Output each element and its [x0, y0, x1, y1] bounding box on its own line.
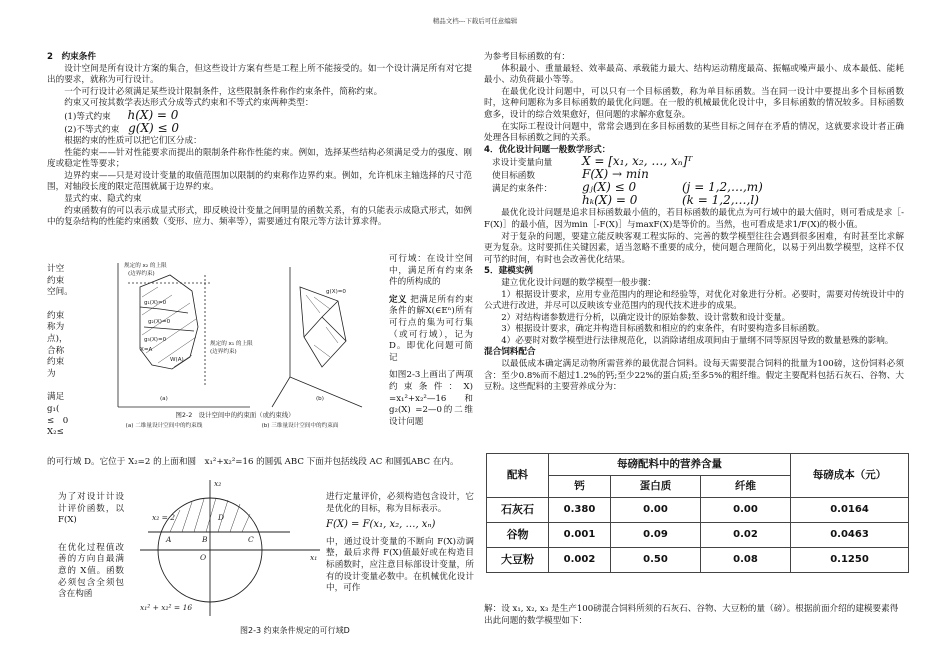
subfigure-a-mark: (a)	[160, 396, 168, 402]
table-header: 每磅成本（元）	[791, 454, 909, 498]
figure-label: (边界约束)	[210, 349, 237, 355]
figure-label: g(X)=0	[326, 289, 346, 295]
left-column	[47, 52, 472, 229]
equation: F(X) → min	[582, 167, 649, 182]
paragraph: 2）对结构诸参数进行分析，以确定设计的原始参数、设计常数和设计变量。	[501, 312, 791, 323]
objective-function: F(X) = F(x₁, x₂, …, xₙ)	[326, 519, 436, 531]
table-row: 大豆粉 0.002 0.50 0.08 0.1250	[487, 548, 909, 573]
figure-caption: 图2-2 设计空间中的约束面（或约束线）	[175, 411, 295, 419]
table-row: 石灰石 0.380 0.00 0.00 0.0164	[487, 498, 909, 523]
paragraph: 解：设 x₁, x₂, x₃ 是生产100磅混合饲料所须的石灰石、谷物、大豆粉的量（磅）。根据前面介绍的建模要素得出此问题的数学模型如下：	[484, 604, 899, 626]
table-header: 配料	[487, 454, 549, 498]
figure-label: 规定的 x₂ 的上限	[124, 263, 167, 269]
right-column	[484, 52, 904, 394]
figure-label: g₂(X)=0	[148, 319, 171, 325]
paragraph: 的可行域 D。它位于 X₂=2 的上面和圆 x₁²+x₂²=16 的圆弧 ABC 下面并包括线段 AC 和圆弧ABC 在内。	[47, 457, 459, 467]
paragraph: 显式约束、隐式约束	[64, 193, 142, 204]
figure-label: g₁(X)=0	[144, 300, 167, 306]
equation: g(X) ≤ 0	[128, 120, 179, 135]
paragraph: 在实际工程设计问题中，常常会遇到在多目标函数的某些目标之间存在矛盾的情况，这就要求设计者正确处理各目标函数之间的关系。	[484, 121, 904, 144]
feasible-region-figure	[130, 476, 326, 626]
paragraph: 4）必要时对数学模型进行法律规范化，以消除诸组成项间由于量纲不同等原因导致的数量悬殊的影响。	[501, 335, 894, 346]
region-label: D	[218, 513, 225, 522]
paragraph: 1）根据设计要求，应用专业范围内的理论和经验等，对优化对象进行分析。必要时，需要对传统设计中的公式进行改进，并尽可以反映该专业范围内的现代技术进步的成果。	[484, 289, 904, 312]
paragraph: 边界约束——只是对设计变量的取值范围加以限制的约束称作边界约束。例如，允许机床主轴选择的尺寸范围，对轴段长度的限定范围就属于边界约束。	[47, 170, 472, 193]
line-label: x₂ = 2	[152, 513, 176, 522]
section-title: 2 约束条件	[47, 52, 96, 62]
paragraph: 约束函数有的可以表示成显式形式，即反映设计变量之间明显的函数关系，有的只能表示成隐式形式，如例中的复杂结构的性能约束函数（变形、应力、频率等），需要通过有限元等方法计算求得。	[47, 205, 472, 228]
table-row: 谷物 0.001 0.09 0.02 0.0463	[487, 523, 909, 548]
paragraph: 设计空间是所有设计方案的集合，但这些设计方案有些是工程上所不能接受的。如一个设计满足所有对它提出的要求，就称为可行设计。	[47, 63, 472, 86]
axis-label: x₁	[310, 553, 318, 562]
figure-label: W(A)	[170, 357, 184, 363]
paragraph: 为参考目标函数的有：	[484, 52, 570, 62]
curve-label: x₁² + x₂² = 16	[140, 603, 193, 612]
table-header: 纤维	[701, 476, 791, 498]
section-title: 混合饲料配合	[484, 347, 536, 358]
paragraph: 约束又可按其数学表达形式分成等式约束和不等式约束两种类型：	[64, 98, 314, 109]
constraint-surface-figure	[100, 257, 370, 437]
equation-range: (j = 1,2,…,m)	[682, 180, 763, 195]
origin-label: O	[200, 553, 207, 562]
table-header: 蛋白质	[611, 476, 701, 498]
paragraph: 如图2-3上画出了两项约束条件：X) =x₁²+x₂²—16和g₂(X) =2—0的二维设计问题	[389, 370, 473, 427]
paragraph: 最优化设计问题是追求目标函数最小值的，若目标函数的最优点为可行域中的最大值时，则可看成是求［-F(X)］的最小值，因为min［-F(X)］与maxF(X)是等价的。当然，也可看成是求1/F(X)的极小值。	[484, 208, 904, 230]
paragraph: 性能约束——针对性能要求而提出的限制条件称作性能约束。例如，选择某些结构必须满足受力的强度、刚度或稳定性等要求；	[47, 147, 472, 170]
table-header: 每磅配料中的营养含量	[549, 454, 791, 476]
paragraph: 一个可行设计必须满足某些设计限制条件，这些限制条件称作约束条件，简称约束。	[64, 86, 383, 97]
objective-function-text: 进行定量评价，必须构造包含设计，它是优化的目标，称为目标表示。 F(X) = F(x₁, x₂, …, xₙ) 中，通过设计变量的不断向 F(X)动调整，最后求得 F(X)值最好或在构造目标函数时，应注意目标部设计变量，所有的设计变量必数中。在机械优化设计中，可作	[326, 492, 474, 594]
paragraph: 以最低成本确定满足动物所需营养的最优混合饲料。设每天需要混合饲料的批量为100磅，这份饲料必须含：至少0.8%而不超过1.2%的钙;至少22%的蛋白质;至多5%的粗纤维。假定主要配料包括石灰石、谷物、大豆粉。这些配料的主要营养成分为：	[484, 359, 904, 393]
point-label: B	[202, 535, 208, 544]
figure-caption: 图2-3 约束条件规定的可行域D	[240, 626, 350, 635]
paragraph: 把满足所有约束条件的解X(∈Eⁿ)所有可行点的集为可行集（或可行域），记为D。即优化问题可简记	[389, 294, 473, 363]
subfigure-b-mark: (b)	[316, 396, 324, 402]
equation: hₖ(X) = 0	[582, 193, 638, 208]
section-title: 4．优化设计问题一般数学形式：	[484, 144, 611, 155]
equation: gⱼ(X) ≤ 0	[582, 180, 637, 195]
feed-nutrition-table	[486, 453, 909, 573]
page-header: 精品文档---下载后可任意编辑	[432, 17, 518, 25]
axis-label: x₂	[214, 479, 222, 488]
paragraph: 体积最小、重量最轻、效率最高、承载能力最大、结构运动精度最高、振幅或噪声最小、成本最低、能耗最小、动负荷最小等等。	[484, 63, 904, 86]
feasible-region-text	[389, 254, 473, 428]
paragraph: 3）根据设计要求，确定并构造目标函数和相应的约束条件，有时要构造多目标函数。	[501, 324, 825, 335]
paragraph: 可行域：在设计空间中，满足所有约束条件的所构成的	[389, 254, 473, 288]
definition-label: 定义	[389, 294, 408, 305]
equation-range: (k = 1,2,…,l)	[682, 193, 759, 208]
equation: X = [x₁, x₂, …, xₙ]ᵀ	[582, 154, 693, 169]
section-title: 5．建模实例	[484, 266, 533, 277]
figure-label: 规定的 x₁ 的上限	[210, 341, 253, 347]
paragraph: 根据约束的性质可以把它们区分成：	[64, 135, 202, 146]
point-label: C	[248, 535, 254, 544]
figure-label: g₃(X)=0	[144, 337, 167, 343]
objective-text: 为了对设计计设计评价函数，以 F(X) 在优化过程值改善的方向自最满意的 X值。函数必须包含全须包含在构函	[58, 492, 124, 600]
figure-label: X=A	[140, 347, 153, 353]
feasible-fragments: 计空 约束 空间。 约束 称为 点)， 合称 约束 为 满足 g₁( ≤ 0 X₂≤	[47, 264, 73, 438]
subfigure-caption: (a) 二维量设计空间中的约束线	[125, 423, 203, 429]
point-label: A	[166, 535, 172, 544]
subfigure-caption: (b) 三维量设计空间中的约束面	[261, 423, 339, 429]
equality-constraint: (1)等式约束 h(X) = 0	[64, 107, 179, 122]
equation: h(X) = 0	[127, 107, 179, 122]
table-header: 钙	[549, 476, 611, 498]
inequality-constraint: (2)不等式约束 g(X) ≤ 0	[64, 120, 179, 135]
paragraph: 对于复杂的问题，要建立能反映客观工程实际的、完善的数学模型往往会遇到很多困难，有时甚至比求解更为复杂。这时要抓住关键因素，适当忽略不重要的成分，使问题合理简化，以易于列出数学模型，这样不仅可节约时间，有时也会改善优化结果。	[484, 231, 904, 265]
paragraph: 建立优化设计问题的数学模型一般步骤：	[501, 277, 656, 288]
paragraph: 在最优化设计问题中，可以只有一个目标函数，称为单目标函数。当在同一设计中要提出多个目标函数时，这种问题称为多目标函数的最优化问题。在一般的机械最优化设计中，多目标函数的情况较多。目标函数愈多，设计的综合效果愈好，但问题的求解亦愈复杂。	[484, 86, 904, 120]
formulation: 求设计变量向量 X = [x₁, x₂, …, xₙ]ᵀ 使目标函数 F(X) → min 满足约束条件： gⱼ(X) ≤ 0 (j = 1,2,…,m) hₖ(X) = 0 (k = 1,2,…,l)	[492, 154, 763, 208]
figure-label: (边界约束)	[128, 271, 155, 277]
